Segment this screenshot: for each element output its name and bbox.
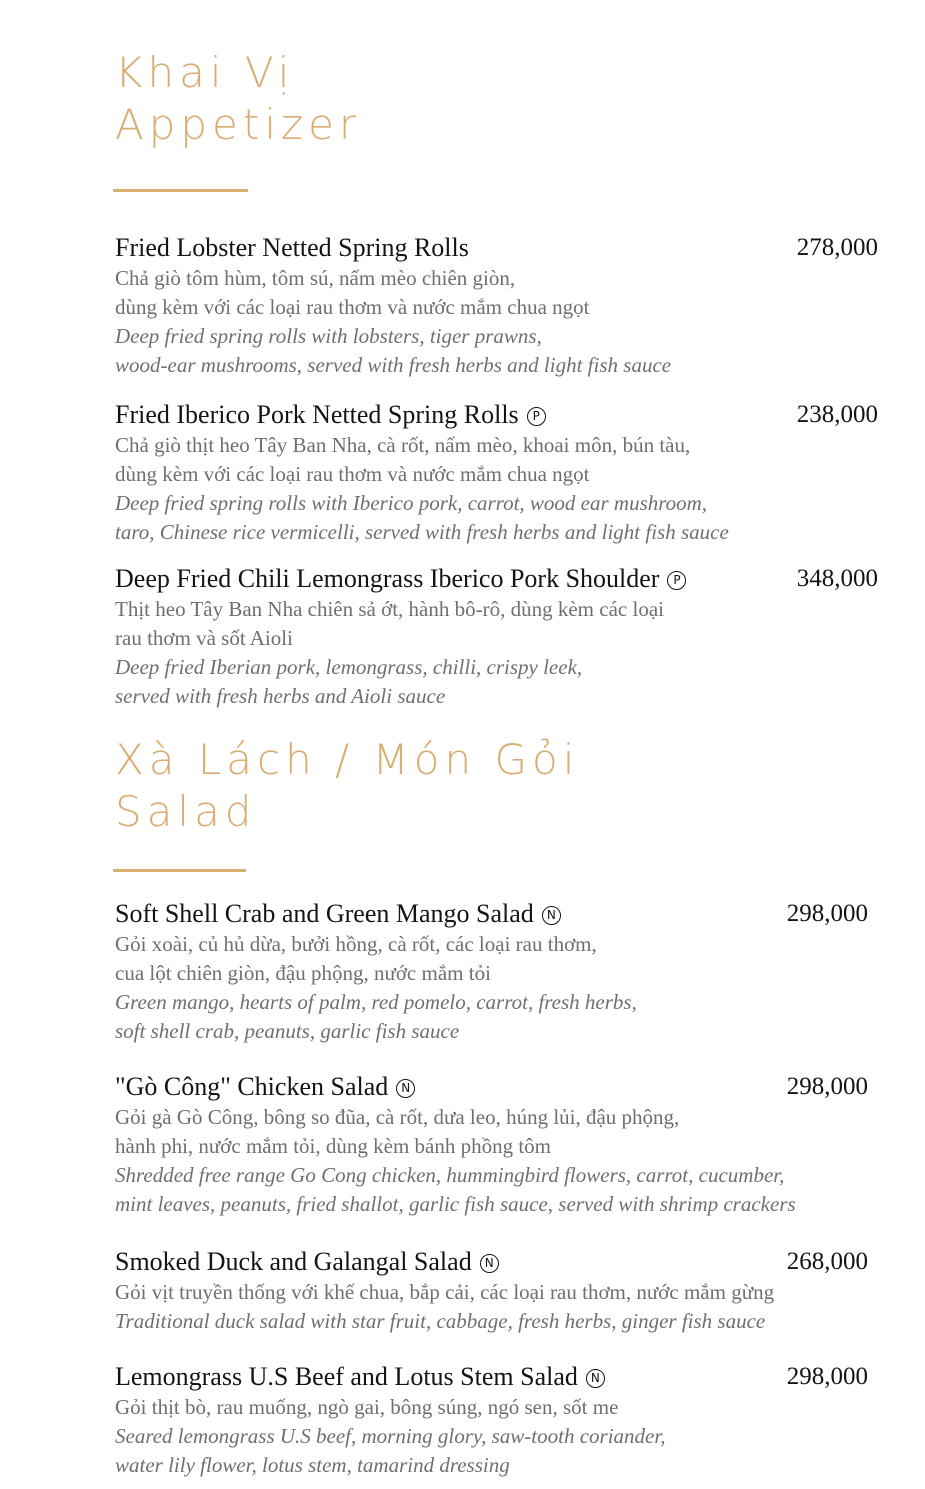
- salad-divider: [113, 869, 246, 872]
- menu-item-beef-lotus-stem-salad: [115, 1361, 878, 1480]
- item-description-vi: hành phi, nước mắm tỏi, dùng kèm bánh phồng tôm: [115, 1134, 552, 1158]
- item-description-vi: Gỏi gà Gò Công, bông so đũa, cà rốt, dưa leo, húng lủi, đậu phộng,: [115, 1105, 680, 1129]
- menu-item-smoked-duck-salad: [115, 1246, 878, 1336]
- appetizer-heading-en: Appetizer: [115, 100, 362, 149]
- item-description-en: wood-ear mushrooms, served with fresh herbs and light fish sauce: [115, 353, 672, 377]
- menu-item-lobster-spring-rolls: [115, 232, 878, 380]
- item-description-en: taro, Chinese rice vermicelli, served with fresh herbs and light fish sauce: [115, 520, 729, 544]
- item-description-en: Deep fried Iberian pork, lemongrass, chilli, crispy leek,: [115, 655, 583, 679]
- item-description-vi: cua lột chiên giòn, đậu phộng, nước mắm tỏi: [115, 961, 491, 985]
- item-description-vi: Gỏi xoài, củ hủ dừa, bưởi hồng, cà rốt, các loại rau thơm,: [115, 932, 597, 956]
- appetizer-heading: [115, 47, 361, 151]
- item-price: 298,000: [786, 1363, 868, 1390]
- item-description-en: soft shell crab, peanuts, garlic fish sauce: [115, 1019, 460, 1043]
- nut-badge-icon: N: [586, 1369, 605, 1388]
- item-description-en: Traditional duck salad with star fruit, cabbage, fresh herbs, ginger fish sauce: [115, 1309, 766, 1333]
- item-price: 238,000: [796, 401, 878, 428]
- item-description-en: served with fresh herbs and Aioli sauce: [115, 684, 446, 708]
- salad-heading: [115, 734, 579, 838]
- nut-badge-icon: N: [396, 1079, 415, 1098]
- item-price: 278,000: [796, 234, 878, 261]
- menu-item-soft-shell-crab-salad: [115, 898, 878, 1046]
- item-description-vi: Gỏi vịt truyền thống với khế chua, bắp cải, các loại rau thơm, nước mắm gừng: [115, 1280, 775, 1304]
- item-description-en: water lily flower, lotus stem, tamarind dressing: [115, 1453, 510, 1477]
- item-description-en: Shredded free range Go Cong chicken, hummingbird flowers, carrot, cucumber,: [115, 1163, 785, 1187]
- item-description-vi: Chả giò thịt heo Tây Ban Nha, cà rốt, nấm mèo, khoai môn, bún tàu,: [115, 433, 691, 457]
- menu-item-iberico-pork-shoulder: [115, 563, 878, 711]
- item-description-vi: Gỏi thịt bò, rau muống, ngò gai, bông súng, ngó sen, sốt me: [115, 1395, 619, 1419]
- nut-badge-icon: N: [480, 1254, 499, 1273]
- item-price: 348,000: [796, 565, 878, 592]
- item-name: Fried Iberico Pork Netted Spring Rolls P: [115, 399, 546, 431]
- item-price: 268,000: [786, 1248, 868, 1275]
- item-description-vi: dùng kèm với các loại rau thơm và nước mắm chua ngọt: [115, 295, 590, 319]
- salad-heading-vi: Xà Lách / Món Gỏi: [115, 735, 580, 784]
- pork-badge-icon: P: [667, 571, 686, 590]
- item-description-en: mint leaves, peanuts, fried shallot, garlic fish sauce, served with shrimp crackers: [115, 1192, 796, 1216]
- item-price: 298,000: [786, 1073, 868, 1100]
- item-name: Fried Lobster Netted Spring Rolls: [115, 233, 469, 262]
- pork-badge-icon: P: [527, 407, 546, 426]
- item-name: Deep Fried Chili Lemongrass Iberico Pork Shoulder P: [115, 563, 686, 595]
- nut-badge-icon: N: [542, 906, 561, 925]
- item-description-vi: Chả giò tôm hùm, tôm sú, nấm mèo chiên giòn,: [115, 266, 516, 290]
- item-description-en: Deep fried spring rolls with Iberico pork, carrot, wood ear mushroom,: [115, 491, 708, 515]
- item-description-en: Seared lemongrass U.S beef, morning glory, saw-tooth coriander,: [115, 1424, 666, 1448]
- item-description-vi: Thịt heo Tây Ban Nha chiên sả ớt, hành bô-rô, dùng kèm các loại: [115, 597, 664, 621]
- item-description-vi: rau thơm và sốt Aioli: [115, 626, 293, 650]
- item-description-vi: dùng kèm với các loại rau thơm và nước mắm chua ngọt: [115, 462, 590, 486]
- item-description-en: Green mango, hearts of palm, red pomelo, carrot, fresh herbs,: [115, 990, 637, 1014]
- item-price: 298,000: [786, 900, 868, 927]
- item-description-en: Deep fried spring rolls with lobsters, tiger prawns,: [115, 324, 542, 348]
- item-name: "Gò Công" Chicken Salad N: [115, 1071, 415, 1103]
- item-name: Soft Shell Crab and Green Mango Salad N: [115, 898, 561, 930]
- appetizer-heading-vi: Khai Vị: [115, 48, 295, 97]
- item-name: Lemongrass U.S Beef and Lotus Stem Salad N: [115, 1361, 605, 1393]
- item-name: Smoked Duck and Galangal Salad N: [115, 1246, 499, 1278]
- menu-item-iberico-spring-rolls: [115, 399, 878, 547]
- appetizer-divider: [113, 189, 248, 192]
- salad-heading-en: Salad: [115, 787, 257, 836]
- menu-item-go-cong-chicken-salad: [115, 1071, 878, 1219]
